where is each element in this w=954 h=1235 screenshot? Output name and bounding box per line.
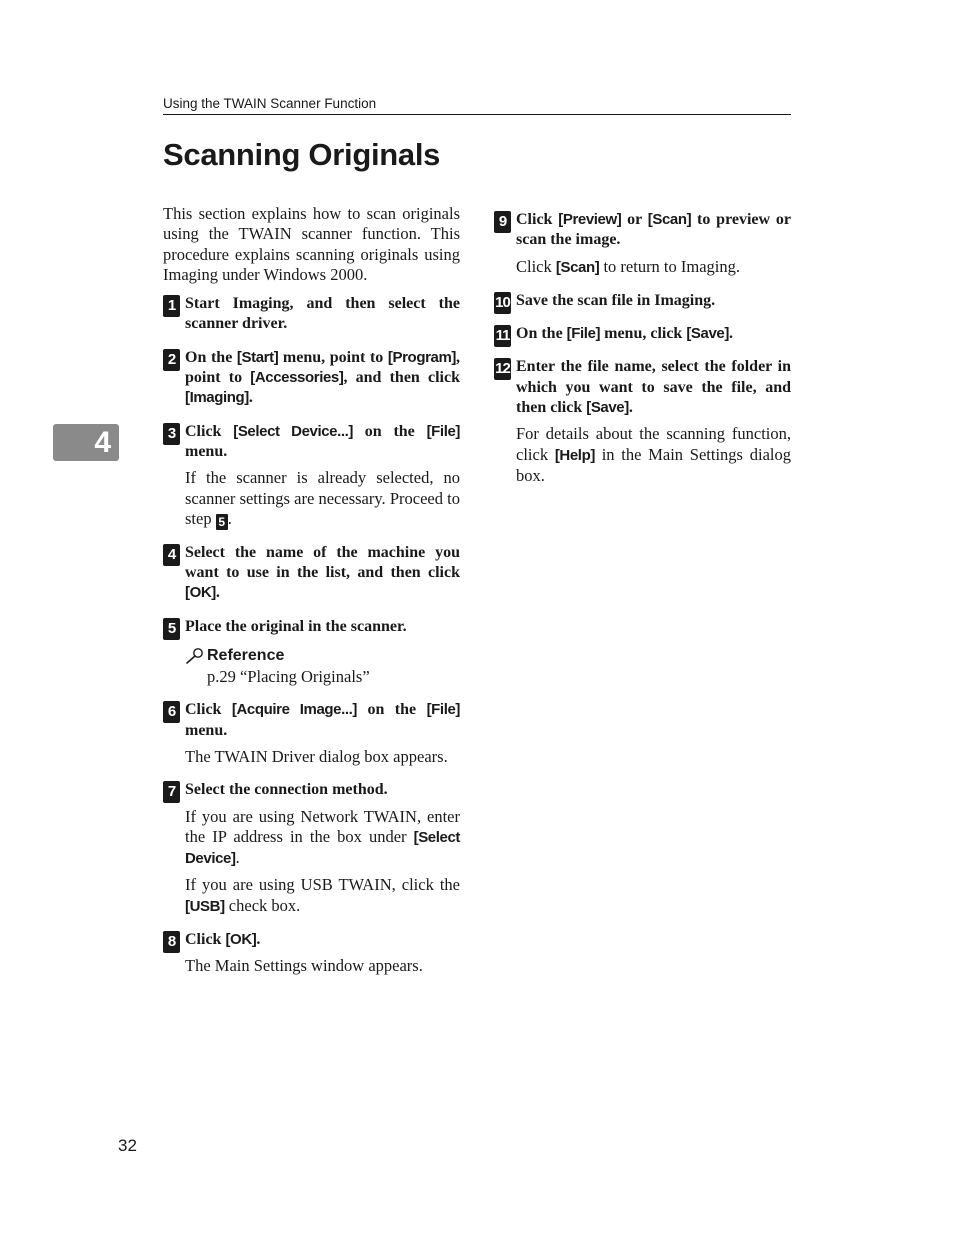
step-6 bbox=[163, 700, 460, 767]
text: . bbox=[235, 848, 240, 868]
ui-label: [File] bbox=[426, 422, 460, 440]
text: on the bbox=[353, 422, 427, 440]
step-number-badge: 4 bbox=[163, 544, 180, 566]
ui-label: [OK] bbox=[225, 931, 257, 949]
ui-label: [USB] bbox=[185, 897, 225, 915]
text: to return to Imaging. bbox=[599, 256, 741, 276]
text: , point to bbox=[185, 348, 460, 387]
step-reference-badge: 5 bbox=[216, 514, 228, 530]
text: . bbox=[256, 931, 261, 949]
text: Click bbox=[185, 422, 234, 440]
ui-label: [Scan] bbox=[647, 211, 692, 228]
step-10 bbox=[494, 291, 791, 311]
step-body bbox=[516, 257, 791, 278]
ui-label: [Start] bbox=[236, 348, 279, 366]
step-title bbox=[185, 930, 460, 950]
text: Click bbox=[516, 256, 556, 276]
step-title: Start Imaging, and then select the scanner driver. bbox=[185, 295, 460, 333]
text: check box. bbox=[224, 895, 301, 915]
page-title: Scanning Originals bbox=[163, 137, 441, 172]
ui-label: [Imaging] bbox=[185, 389, 249, 407]
text: . bbox=[248, 389, 253, 407]
step-11 bbox=[494, 324, 791, 344]
text: If you are using USB TWAIN, click the bbox=[185, 875, 460, 895]
step-title: Save the scan file in Imaging. bbox=[516, 291, 716, 309]
ui-label: [Save] bbox=[686, 325, 729, 343]
ui-label: [Save] bbox=[586, 399, 629, 417]
step-7 bbox=[163, 780, 460, 917]
left-column bbox=[163, 204, 460, 990]
step-number-badge: 9 bbox=[494, 211, 511, 233]
text: . bbox=[628, 399, 633, 417]
ui-label: [Acquire Image...] bbox=[231, 701, 357, 719]
step-title bbox=[185, 543, 460, 604]
ui-label: [Program] bbox=[387, 348, 456, 366]
text: . bbox=[728, 325, 733, 343]
text: . bbox=[227, 508, 232, 528]
text: Enter the file name, select the folder in which you want to save the file, and then click bbox=[516, 358, 791, 417]
step-number-badge: 10 bbox=[494, 292, 511, 314]
text: to preview or scan the image. bbox=[516, 211, 791, 249]
step-title: Select the connection method. bbox=[185, 781, 388, 799]
text: menu, point to bbox=[278, 348, 388, 366]
text: Click bbox=[185, 931, 226, 949]
text: on the bbox=[357, 701, 427, 719]
ui-label: [File] bbox=[566, 325, 601, 343]
text: On the bbox=[516, 325, 567, 343]
ui-label: [Preview] bbox=[558, 211, 622, 228]
step-number-badge: 6 bbox=[163, 701, 180, 723]
text: menu. bbox=[185, 721, 228, 739]
step-number-badge: 11 bbox=[494, 325, 511, 347]
ui-label: [OK] bbox=[185, 584, 216, 602]
step-5 bbox=[163, 617, 460, 688]
step-body: The TWAIN Driver dialog box appears. bbox=[185, 746, 448, 766]
step-4 bbox=[163, 543, 460, 604]
text: If the scanner is already selected, no scanner settings are necessary. Proceed to step bbox=[185, 468, 460, 528]
reference-heading bbox=[185, 647, 460, 665]
chapter-tab: 4 bbox=[53, 424, 119, 461]
step-title bbox=[185, 700, 460, 741]
reference-block bbox=[185, 647, 460, 687]
ui-label: [Select Device] bbox=[185, 828, 460, 868]
ui-label: [Scan] bbox=[555, 258, 600, 276]
step-title: Place the original in the scanner. bbox=[185, 617, 407, 635]
step-title bbox=[516, 357, 791, 418]
text: For details about the scanning function, click bbox=[516, 424, 791, 464]
magnifier-icon bbox=[185, 647, 205, 665]
reference-link[interactable]: p.29 “Placing Originals” bbox=[207, 667, 370, 687]
step-title bbox=[185, 348, 460, 409]
intro-paragraph: This section explains how to scan originals using the TWAIN scanner function. This procedure explains scanning originals using Imaging under Windows 2000. bbox=[163, 204, 460, 284]
page-number: 32 bbox=[118, 1136, 137, 1155]
step-number-badge: 1 bbox=[163, 295, 180, 317]
step-body: The Main Settings window appears. bbox=[185, 956, 423, 976]
step-8 bbox=[163, 930, 460, 977]
step-number-badge: 3 bbox=[163, 423, 180, 445]
step-body bbox=[185, 468, 460, 530]
ui-label: [File] bbox=[426, 701, 460, 719]
running-header: Using the TWAIN Scanner Function bbox=[163, 96, 791, 115]
step-title bbox=[516, 210, 791, 251]
step-body bbox=[185, 807, 460, 870]
text: Click bbox=[185, 701, 232, 719]
step-number-badge: 5 bbox=[163, 618, 180, 640]
step-1 bbox=[163, 294, 460, 335]
ui-label: [Help] bbox=[554, 446, 595, 464]
step-12 bbox=[494, 357, 791, 486]
reference-label: Reference bbox=[207, 647, 285, 665]
step-body bbox=[185, 875, 460, 917]
text: or bbox=[621, 211, 648, 228]
step-9 bbox=[494, 210, 791, 278]
text: menu. bbox=[185, 442, 228, 460]
text: . bbox=[215, 584, 220, 602]
step-body bbox=[516, 424, 791, 486]
text: On the bbox=[185, 348, 237, 366]
text: , and then click bbox=[343, 369, 461, 387]
step-number-badge: 7 bbox=[163, 781, 180, 803]
step-2 bbox=[163, 348, 460, 409]
text: Select the name of the machine you want to use in the list, and then click bbox=[185, 543, 460, 582]
ui-label: [Accessories] bbox=[250, 369, 344, 387]
ui-label: [Select Device...] bbox=[233, 422, 354, 440]
text: If you are using Network TWAIN, enter the IP address in the box under bbox=[185, 806, 460, 846]
step-3 bbox=[163, 422, 460, 530]
text: menu, click bbox=[600, 325, 687, 343]
step-number-badge: 12 bbox=[494, 358, 511, 380]
step-number-badge: 2 bbox=[163, 349, 180, 371]
step-title bbox=[185, 422, 460, 463]
text: in the Main Settings dialog box. bbox=[516, 444, 791, 485]
step-number-badge: 8 bbox=[163, 931, 180, 953]
right-column bbox=[494, 204, 791, 499]
text: Click bbox=[516, 211, 559, 228]
step-title bbox=[516, 324, 791, 344]
